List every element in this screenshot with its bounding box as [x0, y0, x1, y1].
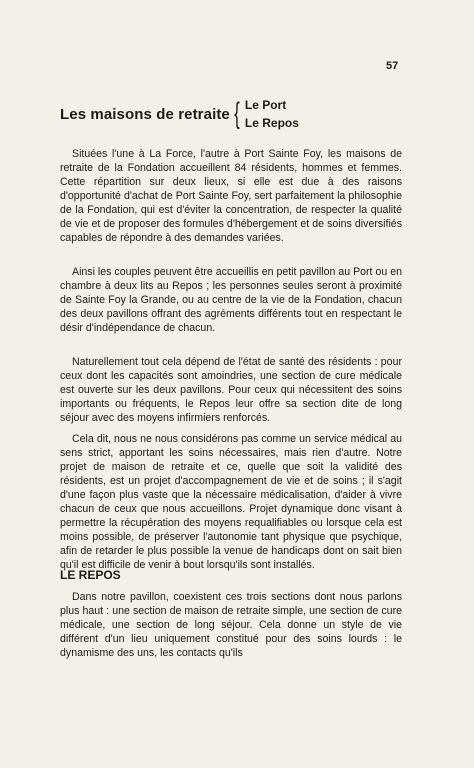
heading-subtitle-le-port: Le Port [244, 98, 287, 112]
page-number: 57 [386, 60, 399, 72]
brace-icon: { [234, 97, 240, 130]
heading-subtitle-le-repos: Le Repos [244, 116, 299, 130]
paragraph-3: Naturellement tout cela dépend de l'état de santé des résidents : pour ceux dont les capacités sont amoindries, une section de cure médicale est ouverte sur les deux pavillons. Pour ceux qui nécessitent des soins importants ou fréquents, le Repos leur offre sa section dite de long séjour avec des moyens infirmiers renforcés. [60, 356, 402, 424]
subheading-le-repos: LE REPOS [60, 568, 121, 582]
section-heading [60, 96, 299, 132]
paragraph-4: Cela dit, nous ne nous considérons pas comme un service médical au sens strict, apportant les soins nécessaires, mais rien d'autre. Notre projet de maison de retraite et ce, quelle que soit la validité des résidents, est un projet d'accompagnement de vie et de soins ; il s'agit d'une façon plus vaste que la nécessaire médicalisation, d'aider à vivre chacun de ceux que nous accueillons. Projet dynamique donc visant à permettre la récupération des moyens requalifiables ou lorsque cela est moins possible, de préserver l'autonomie tant physique que psychique, afin de retarder le plus possible la venue de handicaps dont on sait bien qu'il est difficile de venir à bout lorsqu'ils sont installés. [60, 433, 402, 571]
heading-subtitles [245, 96, 299, 132]
paragraph-5: Dans notre pavillon, coexistent ces trois sections dont nous parlons plus haut : une section de maison de retraite simple, une section de cure médicale, une section de long séjour. Cela donne un style de vie différent d'un lieu uniquement constitué pour des soins lourds : le dynamisme des uns, les contacts qu'ils [60, 591, 402, 659]
paragraph-2: Ainsi les couples peuvent être accueillis en petit pavillon au Port ou en chambre à deux lits au Repos ; les personnes seules seront à proximité de Sainte Foy la Grande, ou au centre de la vie de la Fondation, chacun des deux pavillons offrant des agréments différents tout en respectant le désir d'indépendance de chacun. [60, 266, 402, 334]
heading-title: Les maisons de retraite [60, 105, 230, 123]
paragraph-1: Situées l'une à La Force, l'autre à Port Sainte Foy, les maisons de retraite de la Fondation accueillent 84 résidents, hommes et femmes. Cette répartition sur deux lieux, si elle est due à des raisons d'opportunité d'achat de Port Sainte Foy, sert parfaitement la philosophie de la Fondation, qui est d'éviter la concentration, de respecter la qualité de vie et de proposer des formules d'hébergement et de soins diversifiés capables de répondre à des demandes variées. [60, 148, 402, 244]
